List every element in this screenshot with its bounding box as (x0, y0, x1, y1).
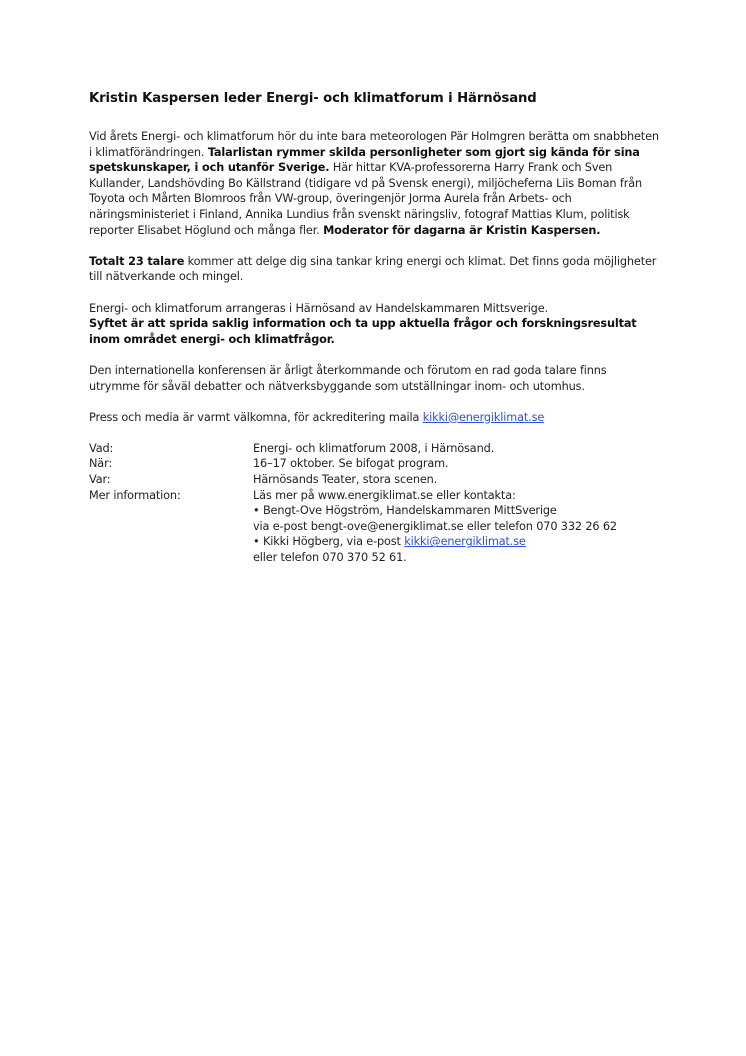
paragraph-speakers (89, 129, 659, 238)
paragraph-speakers-highlight: Talarlistan rymmer skilda personligheter som gjort sig kända för sina spetskunskaper, i och utanför Sverige. (89, 145, 640, 175)
info-row-more (89, 488, 617, 566)
paragraph-press (89, 410, 659, 426)
info-label-what: Vad: (89, 441, 114, 455)
info-contact-kikki (253, 534, 617, 550)
info-table (89, 441, 617, 566)
info-row-when (89, 456, 617, 472)
info-contact-bengt: • Bengt-Ove Högström, Handelskammaren MittSverige (253, 504, 557, 518)
paragraph-press-text: Press och media är varmt välkomna, för ackreditering maila (89, 410, 423, 424)
paragraph-organizer-text: Energi- och klimatforum arrangeras i Härnösand av Handelskammaren Mittsverige. (89, 301, 548, 315)
info-value-where: Härnösands Teater, stora scenen. (253, 473, 438, 487)
paragraph-speakers-intro: Vid årets Energi- och klimatforum hör du inte bara meteorologen Pär Holmgren berätta om snabbheten i klimatförändringen. (89, 130, 659, 159)
info-label-where: Var: (89, 473, 111, 487)
kikki-email-link[interactable]: kikki@energiklimat.se (404, 535, 526, 549)
paragraph-total-text: kommer att delge dig sina tankar kring energi och klimat. Det finns goda möjligheter till nätverkande och mingel. (89, 254, 657, 284)
press-release (89, 90, 659, 566)
info-more-line: Läs mer på www.energiklimat.se eller kontakta: (253, 488, 516, 502)
info-value-when: 16–17 oktober. Se bifogat program. (253, 457, 449, 471)
info-contact-kikki-text: • Kikki Högberg, via e-post (253, 535, 405, 549)
info-label-when: När: (89, 457, 113, 471)
page-title: Kristin Kaspersen leder Energi- och klimatforum i Härnösand (89, 91, 537, 106)
paragraph-total (89, 254, 659, 285)
paragraph-speakers-moderator: Moderator för dagarna är Kristin Kaspersen. (323, 223, 601, 237)
info-label-more: Mer information: (89, 488, 181, 502)
paragraph-speakers-list: Här hittar KVA-professorerna Harry Frank och Sven Kullander, Landshövding Bo Källstrand (tidigare vd på Svensk energi), miljöcheferna Liis Boman från Toyota och Mårten Blomroos från VW-group, överingenjör Jorma Aurela från Arbets- och näringsministeriet i Finland, Annika Lundius från svenskt näringsliv, fotograf Mattias Klum, politisk reporter Elisabet Höglund och många fler. (89, 161, 642, 237)
info-row-where (89, 472, 617, 488)
info-row-what (89, 441, 617, 457)
paragraph-organizer (89, 301, 659, 348)
info-value-what: Energi- och klimatforum 2008, i Härnösand. (253, 441, 495, 455)
press-email-link[interactable]: kikki@energiklimat.se (422, 410, 545, 424)
paragraph-total-highlight: Totalt 23 talare (89, 254, 185, 268)
info-contact-kikki-phone: eller telefon 070 370 52 61. (253, 551, 407, 565)
info-value-more (253, 488, 617, 566)
paragraph-organizer-purpose: Syftet är att sprida saklig information och ta upp aktuella frågor och forskningsresultat inom området energi- och klimatfrågor. (89, 317, 637, 346)
paragraph-conference: Den internationella konferensen är årligt återkommande och förutom en rad goda talare finns utrymme för såväl debatter och nätverksbyggande som utställningar inom- och utomhus. (89, 363, 607, 393)
info-contact-bengt-details: via e-post bengt-ove@energiklimat.se eller telefon 070 332 26 62 (253, 519, 617, 533)
